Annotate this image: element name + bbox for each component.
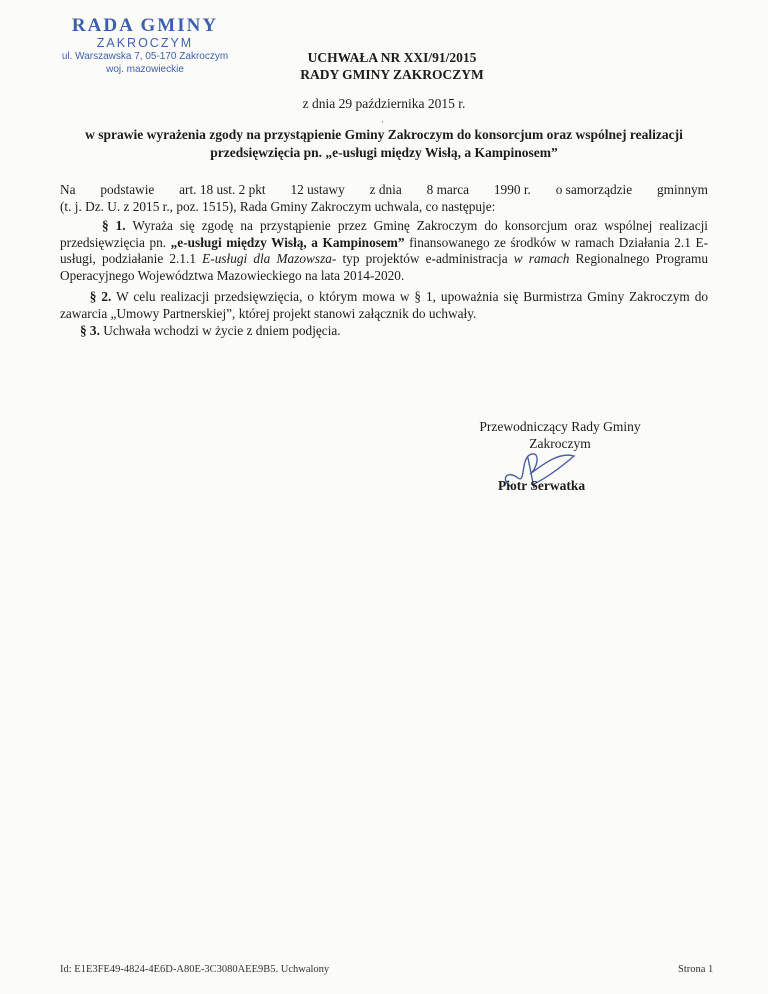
basis-word: o samorządzie [555,182,633,197]
document-id: Id: E1E3FE49-4824-4E6D-A80E-3C3080AEE9B5. Uchwalony [60,964,330,975]
stamp-line-1: RADA GMINY [71,15,219,36]
scan-mark-icon: ˌ [381,112,385,123]
legal-basis-line-1 [60,182,708,199]
program-name: E-usługi dla Mazowsza- [202,251,337,266]
subject-line-2: przedsięwzięcia pn. „e-usługi między Wisłą, a Kampinosem” [210,145,558,160]
basis-word: Na [60,182,76,197]
section-1-text-d: Regionalnego Programu Operacyjnego Województwa Mazowieckiego na lata 2014-2020. [60,251,708,283]
section-1-mark: § 1. [101,218,126,233]
council-stamp [55,16,235,76]
section-2-text: W celu realizacji przedsięwzięcia, o którym mowa w § 1, upoważnia się Burmistrza Gminy Zakroczym do zawarcia „Umowy Partnerskiej”, której projekt stanowi załącznik do uchwały. [60,289,708,321]
basis-word: 12 ustawy [290,182,345,197]
project-name: „e-usługi między Wisłą, a Kampinosem” [170,234,405,250]
signatory-role [460,418,660,452]
signatory-role-line-1: Przewodniczący Rady Gminy [479,419,641,434]
basis-word: podstawie [100,182,155,197]
section-1-text-b: finansowanego ze środków w ramach Działania 2.1 E- usługi, podziałanie 2.1.1 [60,234,708,266]
signatory-role-line-2: Zakroczym [529,436,591,451]
subject-line-1: w sprawie wyrażenia zgody na przystąpienie Gminy Zakroczym do konsorcjum oraz wspólnej realizacji [85,127,683,142]
section-2-mark: § 2. [89,289,112,304]
basis-word: gminnym [656,182,708,197]
title-line-2: RADY GMINY ZAKROCZYM [300,67,484,82]
section-3 [60,323,708,340]
signatory-name: Piotr Serwatka [498,478,586,493]
legal-basis-line-2: (t. j. Dz. U. z 2015 r., poz. 1515), Rada Gminy Zakroczym uchwala, co następuje: [60,198,496,214]
stamp-voivodeship: woj. mazowieckie [106,64,184,75]
section-3-mark: § 3. [79,323,100,338]
w-ramach-italic: w ramach [513,251,570,266]
legal-basis [60,182,708,215]
stamp-line-2: ZAKROCZYM [96,36,194,50]
basis-word: art. 18 ust. 2 pkt [179,182,266,197]
stamp-address: ul. Warszawska 7, 05-170 Zakroczym [61,51,229,62]
section-2 [60,289,708,322]
section-1-text-c: typ projektów e-administracja [336,251,514,266]
basis-word: 1990 r. [493,182,531,197]
title-line-1: UCHWAŁA NR XXI/91/2015 [307,50,477,65]
section-1 [60,218,708,284]
basis-word: z dnia [369,182,402,197]
section-3-text: Uchwała wchodzi w życie z dniem podjęcia. [99,323,341,338]
basis-word: 8 marca [426,182,470,197]
resolution-subject [60,126,708,162]
page-number: Strona 1 [678,964,714,975]
resolution-date: z dnia 29 października 2015 r. [302,96,466,111]
resolution-title [268,49,516,83]
section-1-text-a: Wyraża się zgodę na przystąpienie przez Gminę Zakroczym do konsorcjum oraz wspólnej realizacji przedsięwzięcia pn. [60,218,709,250]
